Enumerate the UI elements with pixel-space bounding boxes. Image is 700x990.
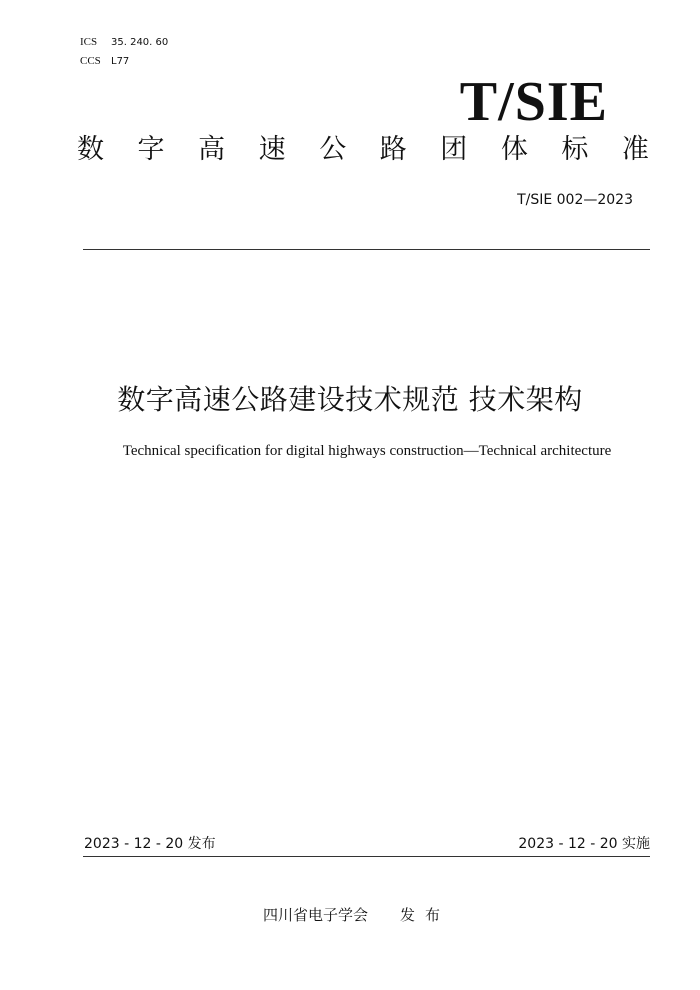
ics-row <box>80 33 168 52</box>
issue-date: 2023 - 12 - 20 发布 <box>84 836 216 852</box>
organization-mark: T/SIE <box>459 71 608 133</box>
publish-action: 发布 <box>400 906 451 924</box>
standard-type-char: 路 <box>379 134 407 165</box>
standard-type-char: 标 <box>561 134 589 165</box>
implementation-date: 2023 - 12 - 20 实施 <box>518 836 650 852</box>
ccs-label: CCS <box>80 55 101 67</box>
standard-type-char: 团 <box>440 134 468 165</box>
ccs-value: L77 <box>111 56 130 67</box>
standard-type-char: 字 <box>137 134 165 165</box>
standard-type-char: 高 <box>198 134 226 165</box>
standard-type-char: 体 <box>500 134 528 165</box>
standard-type-char: 数 <box>77 134 104 165</box>
standard-type-char: 公 <box>319 134 347 165</box>
footer-divider <box>83 856 650 857</box>
document-title-cn: 数字高速公路建设技术规范 技术架构 <box>117 383 583 416</box>
publisher-name: 四川省电子学会 <box>263 906 369 924</box>
ccs-row <box>80 52 168 71</box>
classification-codes <box>80 33 168 71</box>
standard-type <box>77 130 649 170</box>
ics-value: 35. 240. 60 <box>111 37 169 48</box>
document-title-en: Technical specification for digital highways construction—Technical architecture <box>122 443 612 459</box>
standard-type-char: 准 <box>621 134 649 165</box>
ics-label: ICS <box>80 36 98 48</box>
standard-type-char: 速 <box>258 134 286 165</box>
standard-number: T/SIE 002—2023 <box>517 192 633 208</box>
header-divider <box>83 249 650 250</box>
publisher-line <box>263 904 450 926</box>
